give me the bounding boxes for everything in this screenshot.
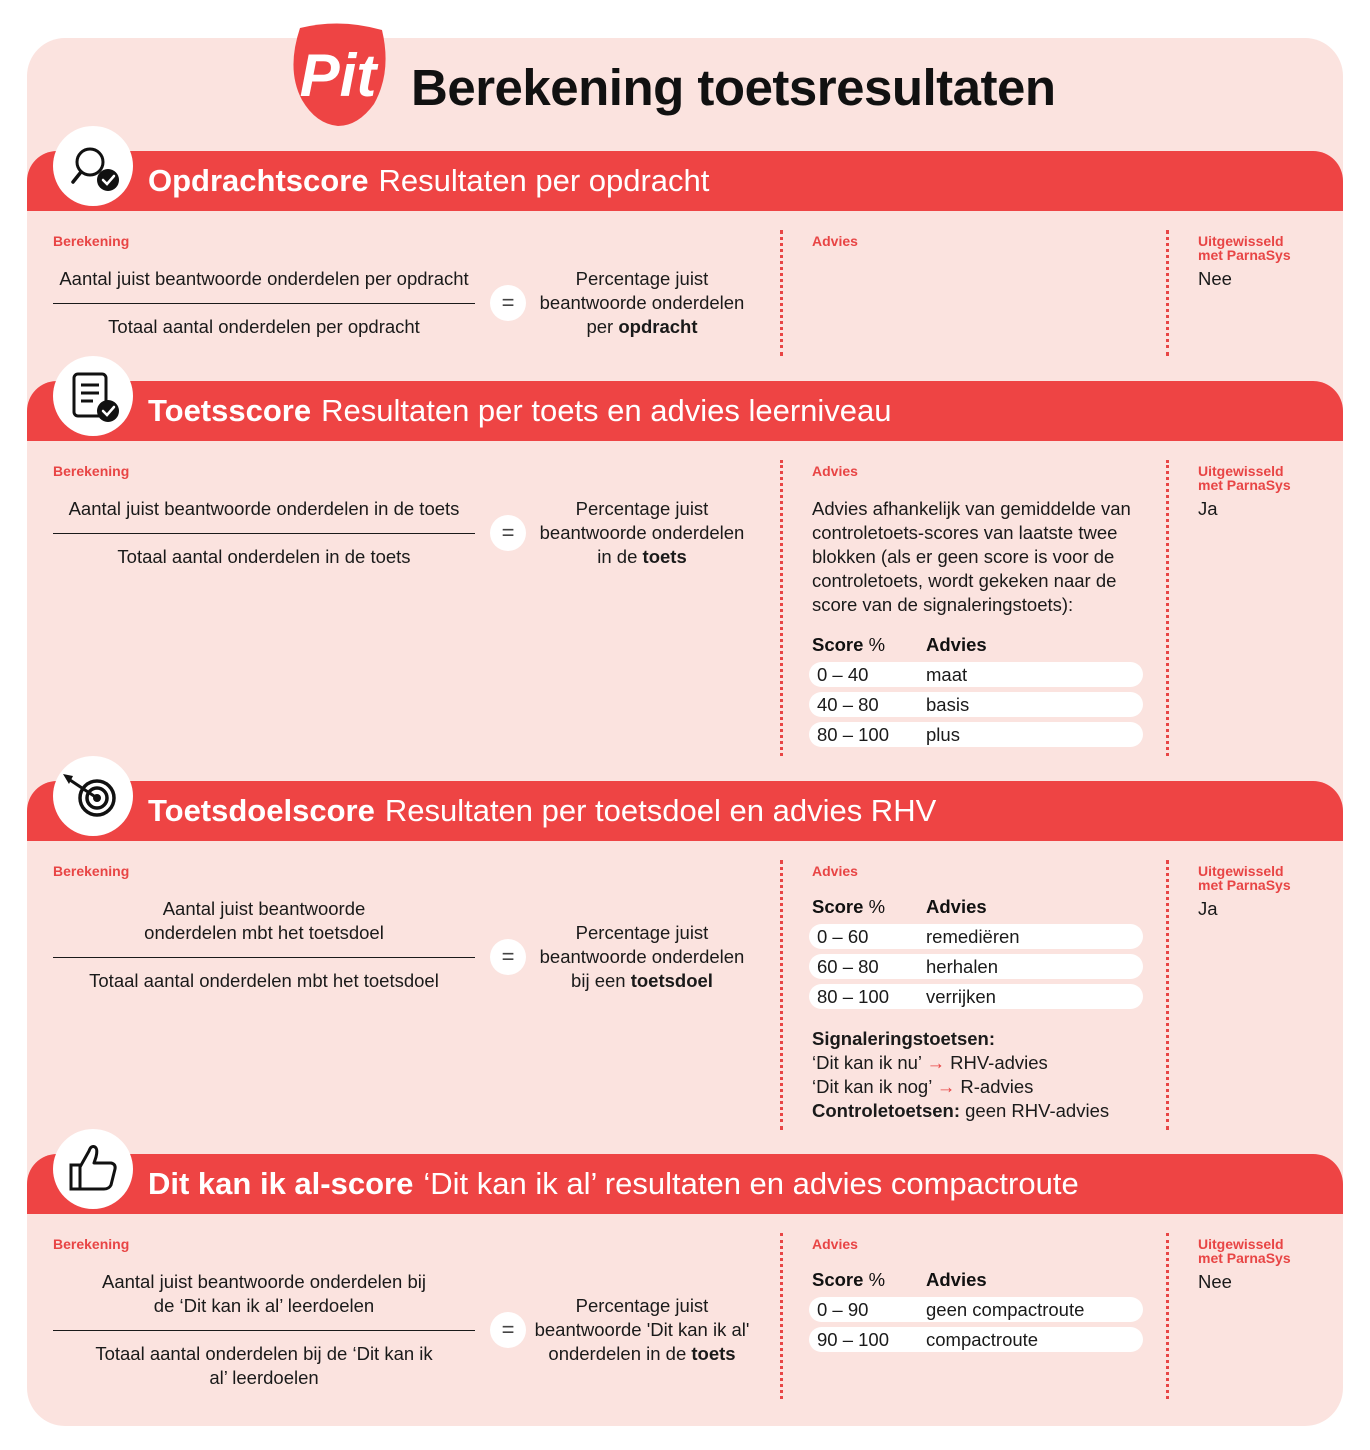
signal-line: ‘Dit kan ik nog’ → R-advies: [812, 1076, 1034, 1097]
column-divider: [1166, 230, 1169, 356]
formula-denominator: Totaal aantal onderdelen mbt het toetsdoel: [89, 970, 439, 991]
formula-result: Percentage juist beantwoorde 'Dit kan ik al' onderdelen in de toets: [534, 1295, 750, 1364]
fraction-line: [53, 1330, 475, 1331]
section-title-opdrachtscore: Opdrachtscore Resultaten per opdracht: [148, 163, 710, 198]
advice-row: 0 – 90 geen compactroute: [809, 1297, 1143, 1322]
signal-title: Signaleringstoetsen:: [812, 1028, 995, 1049]
arrow-right-icon: →: [936, 1076, 956, 1097]
column-divider: [780, 460, 783, 756]
label-uitgewisseld: Uitgewisseld met ParnaSys: [1198, 863, 1291, 893]
column-divider: [780, 230, 783, 356]
column-divider: [780, 1233, 783, 1399]
svg-text:Pit: Pit: [299, 42, 377, 109]
background-card: [27, 38, 1343, 1426]
equals-sign: =: [490, 1312, 526, 1348]
arrow-right-icon: →: [926, 1052, 945, 1073]
label-advies: Advies: [812, 463, 858, 479]
score-header: Score %: [812, 1269, 886, 1290]
formula-numerator: Aantal juist beantwoorde onderdelen in de toets: [68, 498, 460, 519]
fraction-line: [53, 303, 475, 304]
icon-badge-toetsdoelscore: [53, 756, 133, 836]
formula-numerator: Aantal juist beantwoorde onderdelen mbt het toetsdoel: [144, 898, 384, 943]
signal-line: ‘Dit kan ik nu’ → RHV-advies: [812, 1052, 1048, 1073]
column-divider: [1166, 860, 1169, 1130]
formula-result: Percentage juist beantwoorde onderdelen bij een toetsdoel: [539, 922, 745, 991]
label-uitgewisseld: Uitgewisseld met ParnaSys: [1198, 233, 1291, 263]
formula-denominator: Totaal aantal onderdelen in de toets: [117, 546, 411, 567]
label-advies: Advies: [812, 863, 858, 879]
exchanged-value: Nee: [1198, 268, 1232, 289]
section-title-dit-kan-ik-al: Dit kan ik al-score ‘Dit kan ik al’ resultaten en advies compactroute: [148, 1166, 1079, 1201]
advice-row: 90 – 100 compactroute: [809, 1327, 1143, 1352]
equals-sign: =: [490, 515, 526, 551]
column-divider: [1166, 1233, 1169, 1399]
score-header: Score %: [812, 634, 886, 655]
advice-row: 0 – 60 remediëren: [809, 924, 1143, 949]
advice-text: Advies afhankelijk van gemiddelde van controletoets-scores van laatste twee blokken (als er geen score is voor de controletoets, wordt gekeken naar de score van de signaleringstoets):: [812, 498, 1131, 615]
column-divider: [780, 860, 783, 1130]
icon-badge-opdrachtscore: [53, 126, 133, 206]
label-berekening: Berekening: [53, 863, 130, 879]
exchanged-value: Ja: [1198, 498, 1218, 519]
advice-row: 0 – 40 maat: [809, 662, 1143, 687]
advice-row: 60 – 80 herhalen: [809, 954, 1143, 979]
equals-sign: =: [490, 939, 526, 975]
score-header: Score %: [812, 896, 886, 917]
label-advies: Advies: [812, 233, 858, 249]
icon-badge-dit-kan-ik-al: [53, 1129, 133, 1209]
formula-denominator: Totaal aantal onderdelen per opdracht: [108, 316, 420, 337]
fraction-line: [53, 957, 475, 958]
target-icon: [53, 756, 133, 836]
formula-result: Percentage juist beantwoorde onderdelen per opdracht: [539, 268, 745, 337]
label-uitgewisseld: Uitgewisseld met ParnaSys: [1198, 1236, 1291, 1266]
column-divider: [1166, 460, 1169, 756]
advice-header: Advies: [926, 896, 987, 917]
exchanged-value: Nee: [1198, 1271, 1232, 1292]
advice-row: 80 – 100 verrijken: [809, 984, 1143, 1009]
advice-row: 80 – 100 plus: [809, 722, 1143, 747]
label-berekening: Berekening: [53, 1236, 130, 1252]
label-berekening: Berekening: [53, 233, 130, 249]
label-advies: Advies: [812, 1236, 858, 1252]
advice-row: 40 – 80 basis: [809, 692, 1143, 717]
pit-logo: [288, 22, 392, 128]
control-line: Controletoetsen: geen RHV-advies: [812, 1100, 1110, 1121]
advice-header: Advies: [926, 1269, 987, 1290]
section-title-toetsscore: Toetsscore Resultaten per toets en advies leerniveau: [148, 393, 892, 428]
label-uitgewisseld: Uitgewisseld met ParnaSys: [1198, 463, 1291, 493]
section-title-toetsdoelscore: Toetsdoelscore Resultaten per toetsdoel en advies RHV: [148, 793, 937, 828]
formula-numerator: Aantal juist beantwoorde onderdelen bij de ‘Dit kan ik al’ leerdoelen: [102, 1271, 426, 1316]
label-berekening: Berekening: [53, 463, 130, 479]
exchanged-value: Ja: [1198, 898, 1218, 919]
page-title: Berekening toetsresultaten: [411, 59, 1056, 116]
document-check-icon: [53, 356, 133, 436]
formula-denominator: Totaal aantal onderdelen bij de ‘Dit kan ik al’ leerdoelen: [95, 1343, 433, 1388]
formula-result: Percentage juist beantwoorde onderdelen in de toets: [539, 498, 745, 567]
thumbs-up-icon: [53, 1129, 133, 1209]
equals-sign: =: [490, 285, 526, 321]
formula-numerator: Aantal juist beantwoorde onderdelen per opdracht: [59, 268, 469, 289]
advice-header: Advies: [926, 634, 987, 655]
search-check-icon: [53, 126, 133, 206]
icon-badge-toetsscore: [53, 356, 133, 436]
fraction-line: [53, 533, 475, 534]
